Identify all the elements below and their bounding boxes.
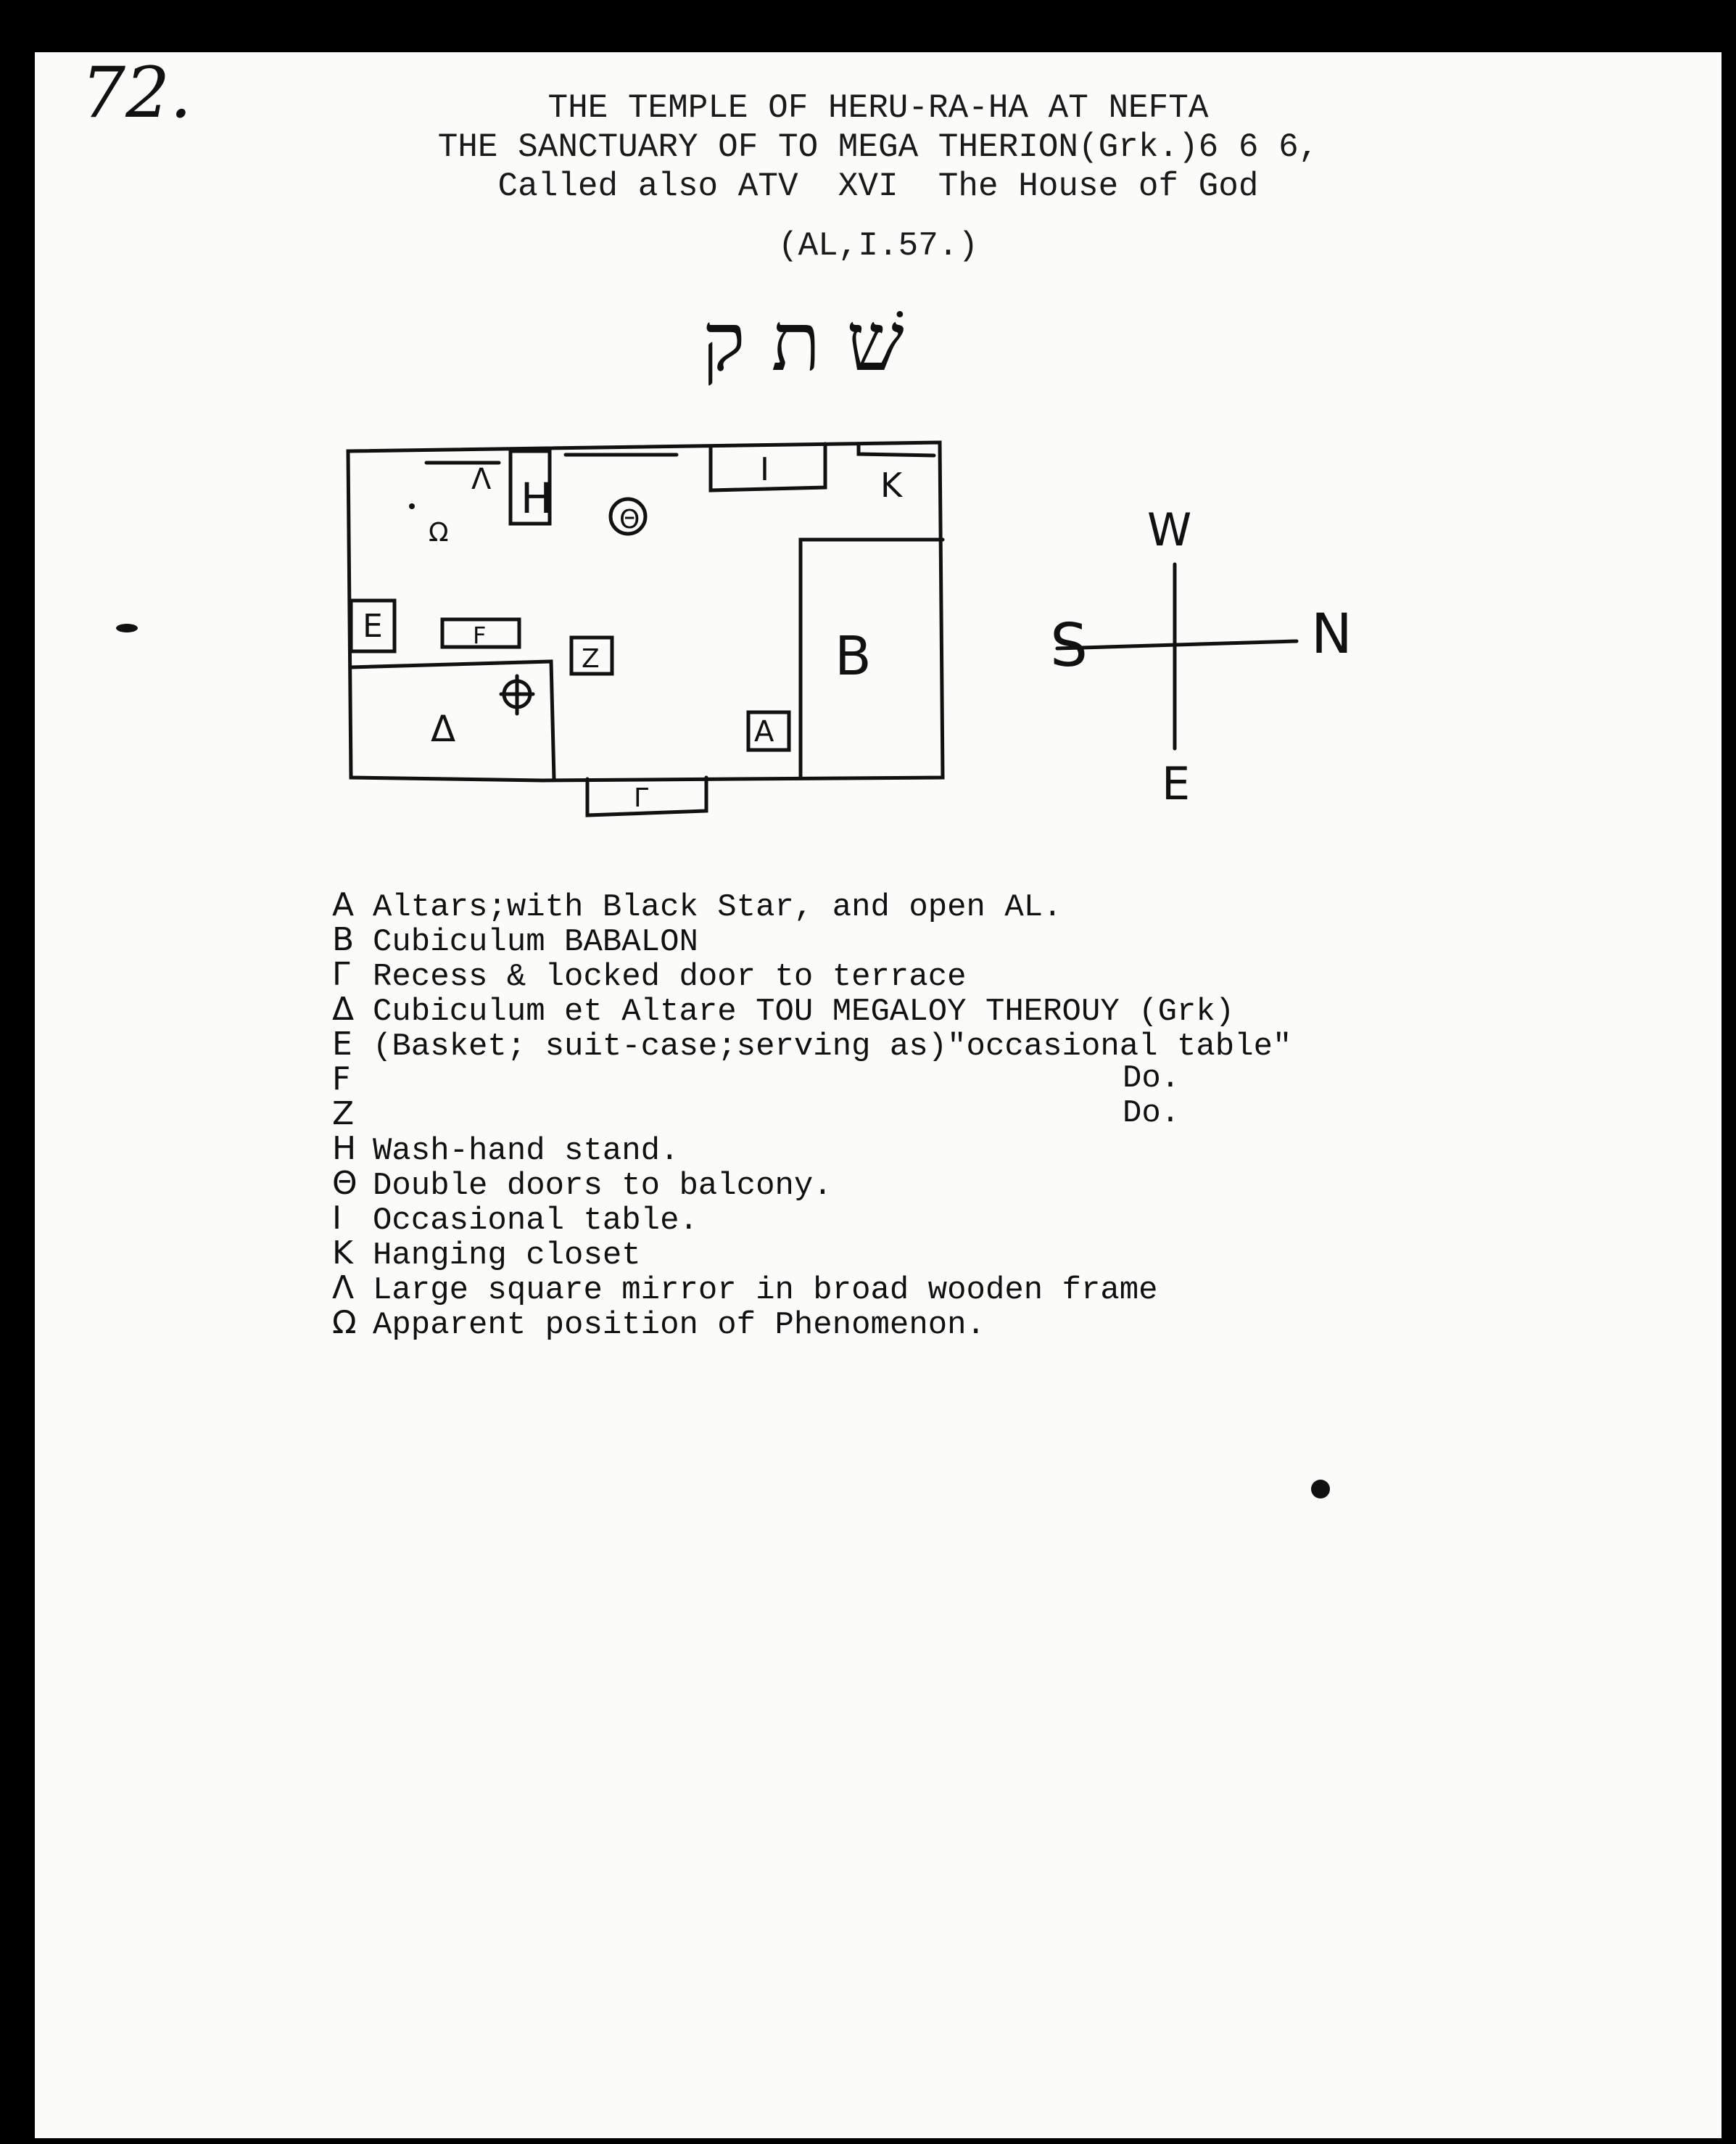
compass-north-label: N	[1311, 601, 1352, 666]
hebrew-heading: שׁ ת ק	[702, 295, 904, 389]
legend-symbol: E	[332, 1026, 352, 1063]
plan-label-gamma: Γ	[634, 783, 649, 813]
plan-label-f: F	[473, 622, 487, 649]
compass-ew-axis	[1057, 641, 1297, 648]
legend-row	[332, 1026, 1292, 1065]
compass-west-label: W	[1147, 503, 1192, 556]
legend-row	[332, 1200, 1291, 1239]
legend-row	[332, 886, 1291, 925]
legend-symbol: H	[332, 1130, 357, 1167]
legend-row	[332, 1269, 1291, 1308]
phenomenon-dot	[409, 503, 415, 509]
header-subtitle: THE SANCTUARY OF TO MEGA THERION(Grk.)6 6 6,	[437, 128, 1319, 166]
plan-label-h: H	[521, 474, 553, 523]
legend-text: Cubiculum BABALON	[373, 924, 698, 960]
legend-row	[332, 1165, 1291, 1204]
legend-text: Altars;with Black Star, and open AL.	[373, 889, 1062, 925]
legend-text: (Basket; suit-case;serving as)"occasional table"	[373, 1028, 1292, 1065]
legend-row	[332, 991, 1291, 1030]
plan-label-i: I	[760, 451, 769, 488]
legend-row	[332, 1130, 1291, 1169]
legend-symbol: Z	[332, 1095, 355, 1132]
legend-symbol: B	[332, 921, 355, 958]
legend-symbol: K	[332, 1234, 353, 1271]
legend-text: Wash-hand stand.	[373, 1133, 679, 1169]
legend-text: Large square mirror in broad wooden frame	[373, 1272, 1158, 1308]
legend-text: Recess & locked door to terrace	[373, 959, 967, 995]
plan-label-b: B	[835, 625, 872, 688]
legend-symbol: F	[332, 1060, 351, 1097]
plan-label-theta: Θ	[619, 505, 640, 535]
closet-k-box	[859, 444, 934, 455]
legend-row	[332, 956, 1291, 995]
legend-symbol: Λ	[332, 1269, 355, 1306]
header-title: THE TEMPLE OF HERU-RA-HA AT NEFTA	[547, 89, 1209, 127]
ink-speck	[1311, 1480, 1330, 1498]
legend-symbol: Θ	[332, 1165, 357, 1202]
legend-symbol: I	[332, 1200, 342, 1237]
legend-text: Occasional table.	[373, 1203, 698, 1239]
legend-row	[332, 1095, 1291, 1130]
page-number: 72.	[81, 52, 192, 133]
legend-text: Double doors to balcony.	[373, 1168, 832, 1204]
legend-symbol: A	[332, 886, 355, 923]
legend-row	[332, 1060, 1291, 1095]
legend-row	[332, 921, 1291, 960]
plan-label-omega: Ω	[429, 518, 449, 548]
legend-ditto: Do.	[1123, 1060, 1181, 1097]
legend-symbol: Ω	[332, 1304, 357, 1341]
legend-row	[332, 1304, 1291, 1343]
legend-text: Cubiculum et Altare TOU MEGALOY THEROUY (Grk)	[373, 994, 1235, 1030]
legend-text: Hanging closet	[373, 1237, 641, 1274]
floor-plan-diagram	[35, 52, 1721, 886]
compass-east-label: E	[1162, 757, 1191, 810]
plan-label-e: E	[363, 608, 383, 645]
plan-label-a: A	[754, 715, 774, 749]
document-page	[35, 52, 1721, 2138]
legend-symbol: Δ	[332, 991, 355, 1028]
header-reference: (AL,I.57.)	[777, 227, 979, 265]
legend-text: Apparent position of Phenomenon.	[373, 1307, 985, 1343]
cubiculum-babalon-wall	[801, 540, 943, 778]
legend-list	[332, 886, 1292, 1343]
plan-label-k: K	[880, 466, 903, 505]
compass-south-label: S	[1050, 611, 1088, 680]
legend-symbol: Γ	[332, 956, 350, 993]
plan-label-z: Z	[582, 644, 600, 674]
header-also-called: Called also ATV XVI The House of God	[497, 168, 1259, 205]
legend-row	[332, 1234, 1291, 1274]
plan-label-lambda: Λ	[471, 463, 492, 496]
ink-speck	[116, 624, 138, 632]
legend-ditto: Do.	[1123, 1095, 1181, 1131]
plan-label-delta: Δ	[431, 708, 456, 750]
